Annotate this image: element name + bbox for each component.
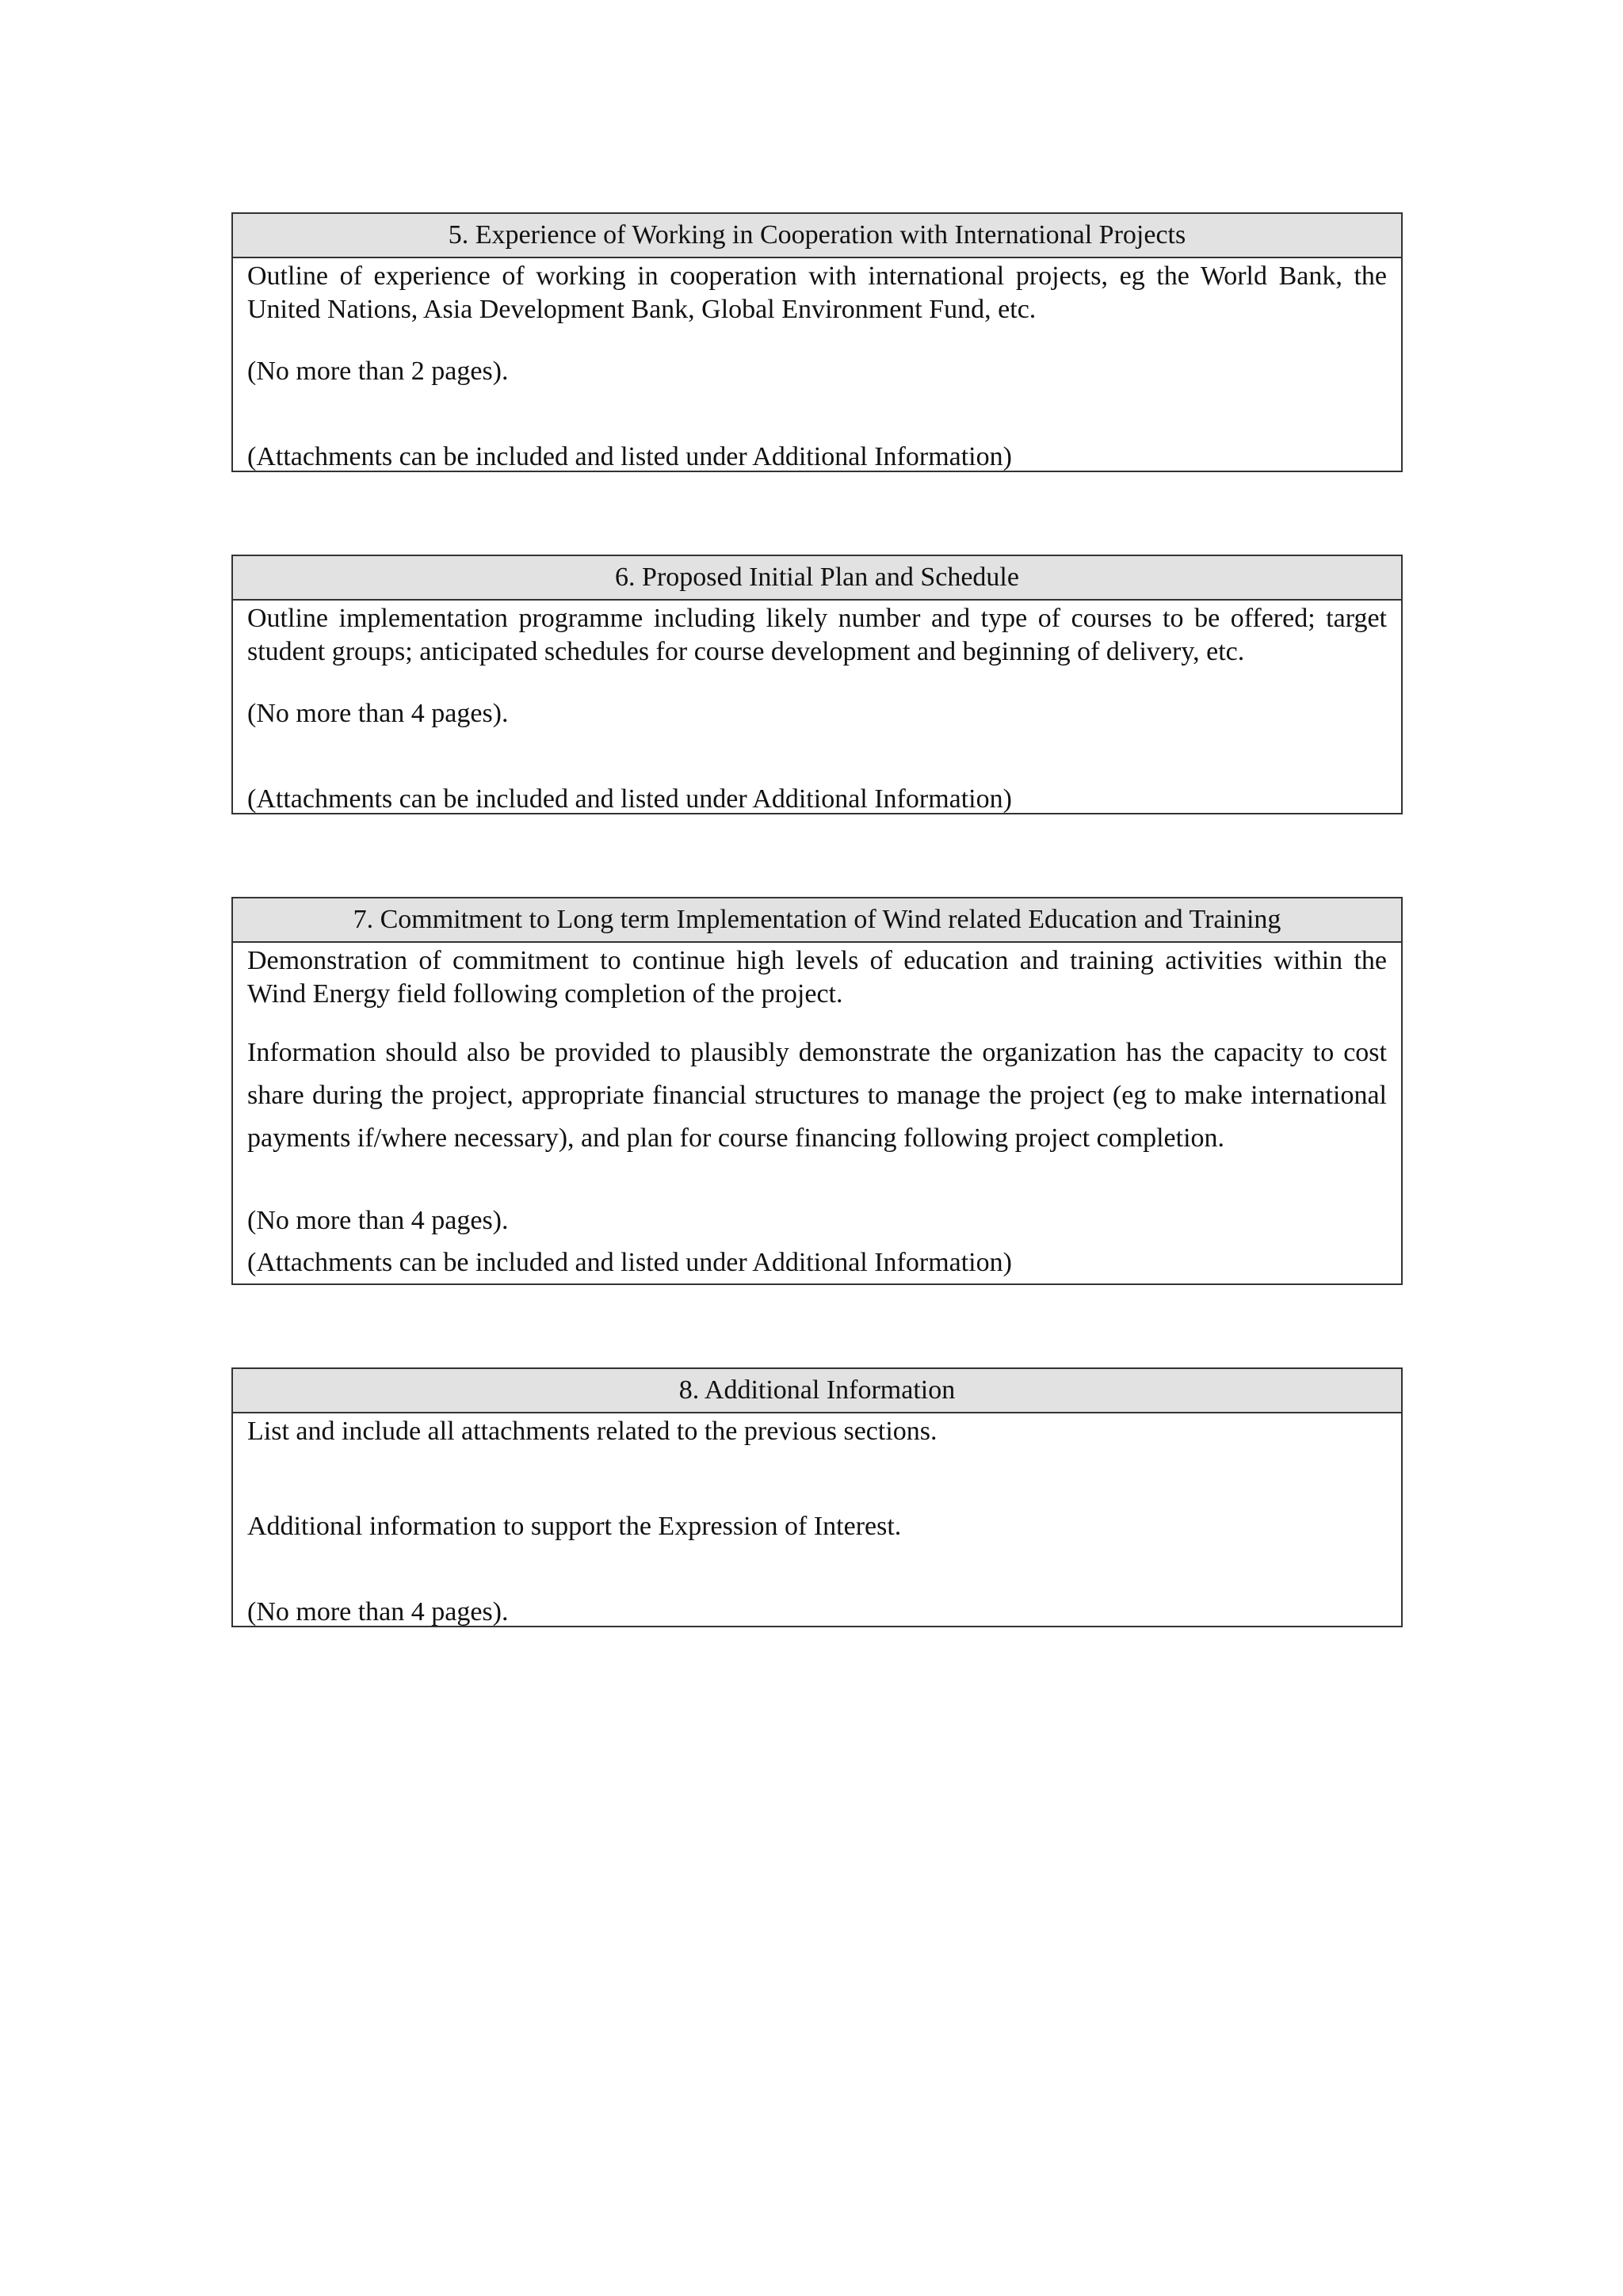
section-7-description: Demonstration of commitment to continue high levels of education and training activities within the Wind Energy field following completion of the project. <box>247 946 1387 1009</box>
section-6-box <box>231 555 1403 814</box>
section-6-attachments-note: (Attachments can be included and listed under Additional Information) <box>247 784 1012 814</box>
section-8-description: List and include all attachments related to the previous sections. <box>247 1417 938 1446</box>
section-8-additional-info: Additional information to support the Expression of Interest. <box>247 1512 902 1541</box>
section-8-box <box>231 1367 1403 1627</box>
section-5-description: Outline of experience of working in cooperation with international projects, eg the World Bank, the United Nations, Asia Development Bank, Global Environment Fund, etc. <box>247 261 1387 324</box>
section-7-capacity-info: Information should also be provided to plausibly demonstrate the organization has the capacity to cost share during the project, appropriate financial structures to manage the project (eg to make international payments if/where necessary), and plan for course financing following project completion. <box>247 1038 1387 1153</box>
section-5-attachments-note: (Attachments can be included and listed under Additional Information) <box>247 442 1012 471</box>
section-8-page-limit: (No more than 4 pages). <box>247 1597 509 1627</box>
section-7-header: 7. Commitment to Long term Implementation of Wind related Education and Training <box>233 898 1401 943</box>
section-7-box <box>231 897 1403 1285</box>
section-5-header: 5. Experience of Working in Cooperation with International Projects <box>233 214 1401 258</box>
section-6-header: 6. Proposed Initial Plan and Schedule <box>233 556 1401 601</box>
section-6-description: Outline implementation programme including likely number and type of courses to be offered; target student groups; anticipated schedules for course development and beginning of delivery, etc. <box>247 604 1387 666</box>
section-8-header: 8. Additional Information <box>233 1369 1401 1413</box>
section-6-page-limit: (No more than 4 pages). <box>247 699 509 728</box>
section-5-box <box>231 212 1403 472</box>
section-7-attachments-note: (Attachments can be included and listed under Additional Information) <box>247 1248 1012 1277</box>
section-7-page-limit: (No more than 4 pages). <box>247 1206 509 1235</box>
section-5-page-limit: (No more than 2 pages). <box>247 357 509 386</box>
